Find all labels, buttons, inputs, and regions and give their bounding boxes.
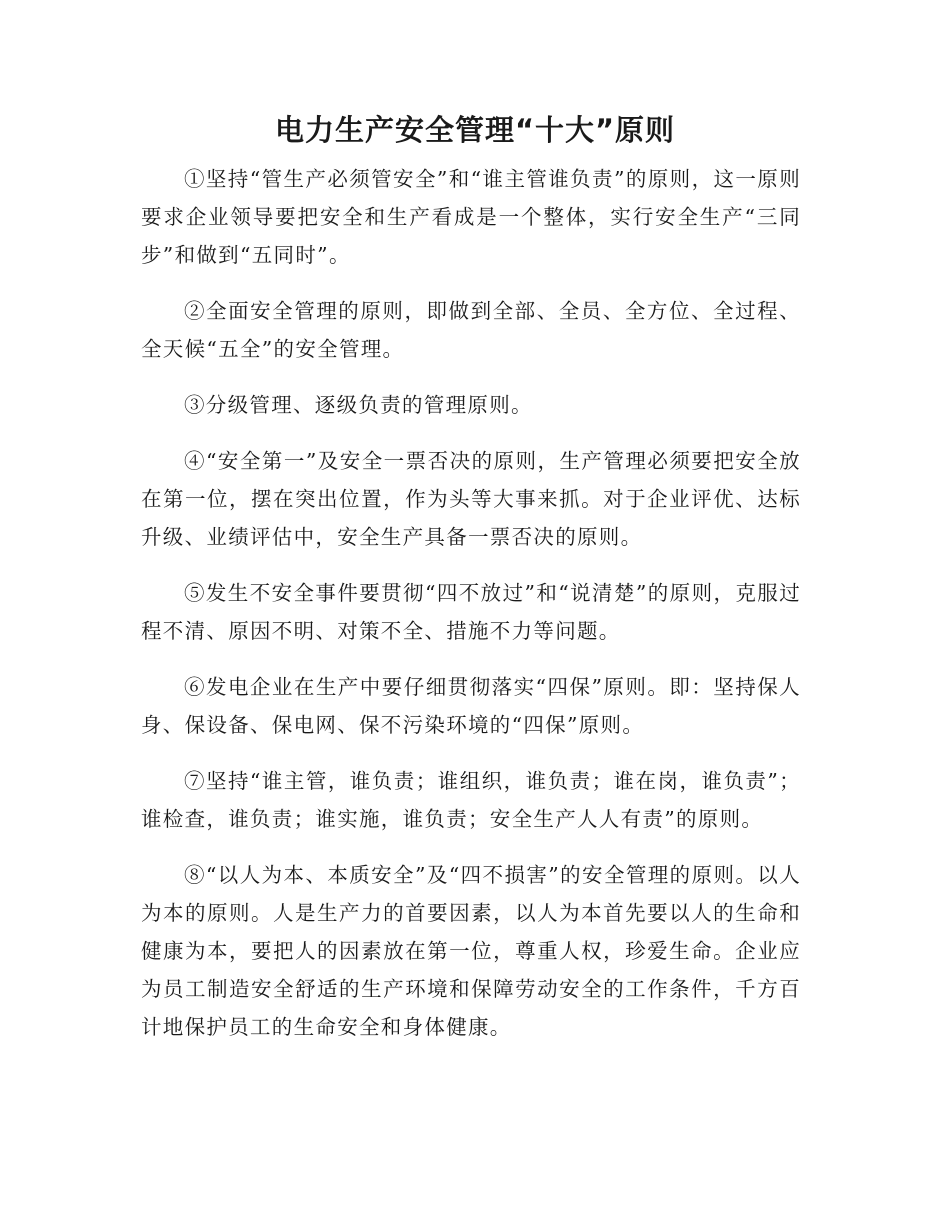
paragraph-4: ④“安全第一”及安全一票否决的原则，生产管理必须要把安全放在第一位，摆在突出位置，作为头等大事来抓。对于企业评优、达标升级、业绩评估中，安全生产具备一票否决的原则。 [141,449,801,549]
document-title: 电力生产安全管理“十大”原则 [274,113,676,147]
paragraph-3: ③分级管理、逐级负责的管理原则。 [184,393,533,417]
paragraph-7: ⑦坚持“谁主管，谁负责；谁组织，谁负责；谁在岗，谁负责”；谁检查，谁负责；谁实施，谁负责；安全生产人人有责”的原则。 [141,769,801,831]
paragraph-8: ⑧“以人为本、本质安全”及“四不损害”的安全管理的原则。以人为本的原则。人是生产力的首要因素，以人为本首先要以人的生命和健康为本，要把人的因素放在第一位，尊重人权，珍爱生命。企业应为员工制造安全舒适的生产环境和保障劳动安全的工作条件，千方百计地保护员工的生命安全和身体健康。 [141,863,801,1039]
paragraph-1: ①坚持“管生产必须管安全”和“谁主管谁负责”的原则，这一原则要求企业领导要把安全和生产看成是一个整体，实行安全生产“三同步”和做到“五同时”。 [141,167,801,267]
paragraph-6: ⑥发电企业在生产中要仔细贯彻落实“四保”原则。即：坚持保人身、保设备、保电网、保不污染环境的“四保”原则。 [141,675,801,737]
paragraph-5: ⑤发生不安全事件要贯彻“四不放过”和“说清楚”的原则，克服过程不清、原因不明、对策不全、措施不力等问题。 [141,581,801,643]
document-body [141,160,801,1064]
paragraph-2: ②全面安全管理的原则，即做到全部、全员、全方位、全过程、全天候“五全”的安全管理。 [141,299,801,361]
